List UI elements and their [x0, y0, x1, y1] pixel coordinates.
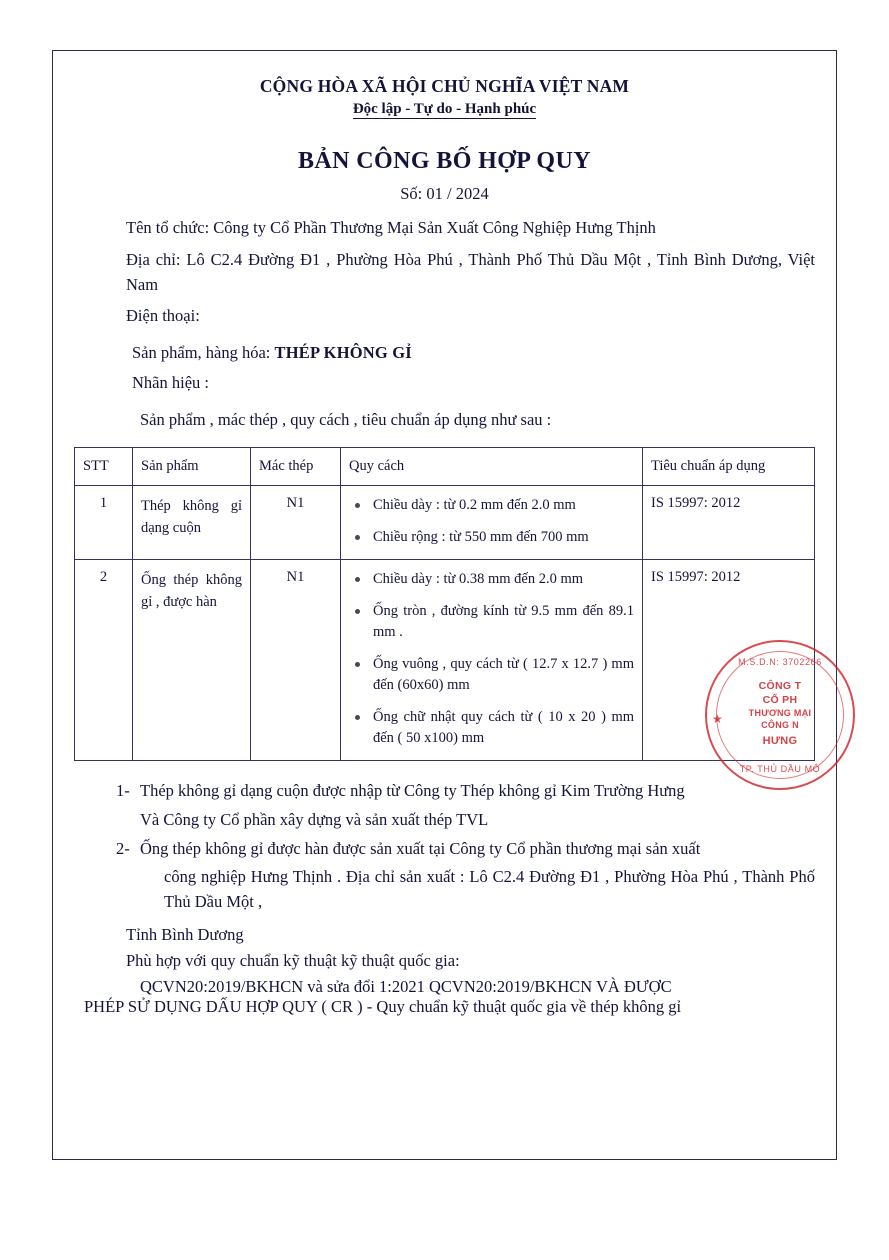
cell-spec [341, 485, 643, 559]
note-continuation: Và Công ty Cổ phần xây dựng và sản xuất thép TVL [140, 809, 489, 829]
note-continuation: công nghiệp Hưng Thịnh . Địa chỉ sản xuất : Lô C2.4 Đường Đ1 , Phường Hòa Phú , Thành Phố Thủ Dầu Một , [164, 867, 815, 912]
organization-phone: Điện thoại: [126, 305, 200, 325]
header-stt: STT [75, 447, 133, 485]
specification-table [74, 447, 815, 761]
spec-item: Ống chữ nhật quy cách từ ( 10 x 20 ) mm đến ( 50 x100) mm [349, 707, 634, 749]
cell-spec [341, 559, 643, 760]
national-motto [74, 101, 815, 118]
product-label: Sản phẩm, hàng hóa: [132, 342, 275, 362]
stamp-location: TP. THỦ DẦU MỘ [739, 764, 821, 774]
cell-grade: N1 [251, 559, 341, 760]
cell-standard: IS 15997: 2012 [643, 485, 815, 559]
product-intro: Sản phẩm , mác thép , quy cách , tiêu chuẩn áp dụng như sau : [140, 410, 552, 430]
note-number: 2- [116, 838, 130, 858]
document-page [52, 50, 837, 1160]
note-item [74, 779, 815, 804]
stamp-star-icon: ★ [712, 712, 723, 726]
document-title: BẢN CÔNG BỐ HỢP QUY [298, 148, 591, 174]
national-motto-text: Độc lập - Tự do - Hạnh phúc [352, 101, 537, 117]
header-spec: Quy cách [341, 447, 643, 485]
note-number: 1- [116, 781, 130, 801]
closing-province: Tỉnh Bình Dương [126, 924, 244, 944]
stamp-registration-number: M.S.D.N: 3702266 [738, 657, 822, 667]
stamp-line-2: CỔ PH [762, 694, 798, 706]
header-product: Sản phẩm [133, 447, 251, 485]
cell-stt: 2 [75, 559, 133, 760]
cell-product: Thép không gỉ dạng cuộn [133, 485, 251, 559]
note-text: Ống thép không gỉ được hàn được sản xuất tại Công ty Cổ phần thương mại sản xuất [140, 838, 701, 858]
product-name: THÉP KHÔNG GỈ [274, 342, 412, 362]
note-item [74, 837, 815, 862]
header-standard: Tiêu chuẩn áp dụng [643, 447, 815, 485]
table-header-row [75, 447, 815, 485]
spec-list [349, 495, 634, 548]
spec-item: Chiều dày : từ 0.2 mm đến 2.0 mm [349, 495, 634, 516]
product-brand: Nhãn hiệu : [132, 373, 209, 393]
spec-list [349, 569, 634, 749]
document-number: Số: 01 / 2024 [400, 184, 489, 203]
cell-product: Ống thép không gỉ , được hàn [133, 559, 251, 760]
notes-section [74, 779, 815, 915]
organization-name: Tên tổ chức: Công ty Cổ Phần Thương Mại Sản Xuất Công Nghiệp Hưng Thịnh [126, 218, 656, 237]
closing-regulation-line1: QCVN20:2019/BKHCN và sửa đổi 1:2021 QCVN20:2019/BKHCN VÀ ĐƯỢC [140, 976, 672, 996]
product-line [74, 341, 815, 366]
national-heading: CỘNG HÒA XÃ HỘI CHỦ NGHĨA VIỆT NAM [259, 76, 630, 96]
spec-item: Chiều rộng : từ 550 mm đến 700 mm [349, 527, 634, 548]
cell-stt: 1 [75, 485, 133, 559]
stamp-line-1: CÔNG T [758, 680, 802, 692]
stamp-line-3: THƯƠNG MẠI [748, 708, 812, 718]
stamp-line-4: CÔNG N [761, 720, 799, 730]
cell-standard: IS 15997: 2012 [643, 559, 815, 760]
note-text: Thép không gỉ dạng cuộn được nhập từ Công ty Thép không gỉ Kim Trường Hưng [140, 781, 685, 801]
closing-conformity: Phù hợp với quy chuẩn kỹ thuật kỹ thuật quốc gia: [126, 950, 460, 970]
header-grade: Mác thép [251, 447, 341, 485]
cell-grade: N1 [251, 485, 341, 559]
organization-address: Địa chỉ: Lô C2.4 Đường Đ1 , Phường Hòa Phú , Thành Phố Thủ Dầu Một , Tỉnh Bình Dương, Việt Nam [126, 249, 815, 295]
table-row [75, 485, 815, 559]
closing-section [74, 925, 815, 1017]
closing-regulation-line2: PHÉP SỬ DỤNG DẤU HỢP QUY ( CR ) - Quy chuẩn kỹ thuật quốc gia về thép không gỉ [84, 996, 682, 1016]
table-row [75, 559, 815, 760]
spec-item: Chiều dày : từ 0.38 mm đến 2.0 mm [349, 569, 634, 590]
spec-item: Ống vuông , quy cách từ ( 12.7 x 12.7 ) mm đến (60x60) mm [349, 654, 634, 696]
spec-item: Ống tròn , đường kính từ 9.5 mm đến 89.1 mm . [349, 601, 634, 643]
stamp-line-5: HƯNG [762, 735, 798, 747]
